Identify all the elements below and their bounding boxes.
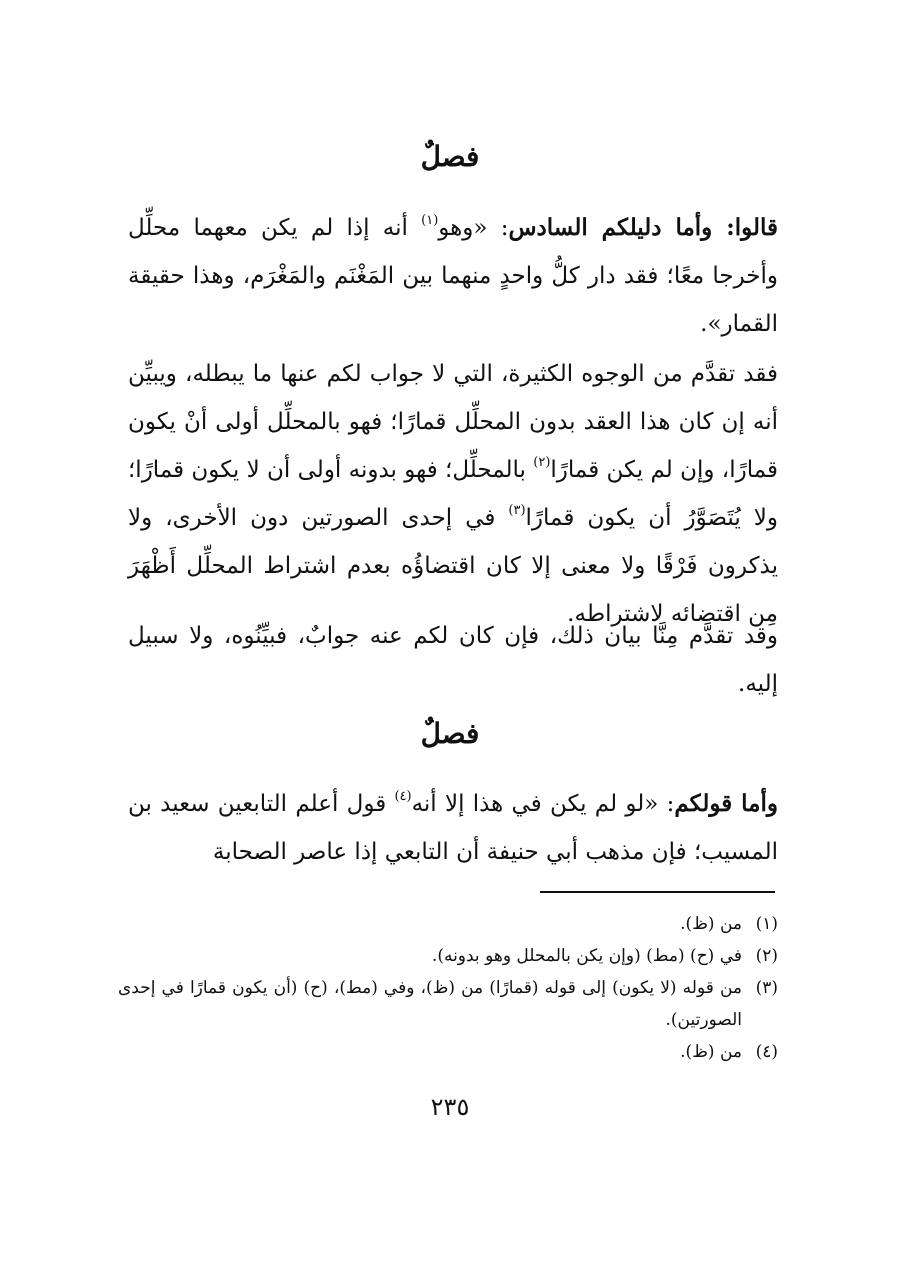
footnote-text: من قوله (لا يكون) إلى قوله (قمارًا) من (ظ)، وفي (مط)، (ح) (أن يكون قمارًا في إحدى الصورتين). bbox=[118, 978, 742, 1030]
footnote-ref-2[interactable]: (٢) bbox=[533, 455, 551, 471]
footnote-text: في (ح) (مط) (وإن يكن بالمحلل وهو بدونه). bbox=[431, 946, 742, 966]
footnote-separator bbox=[540, 891, 775, 893]
paragraph-2-text-c: في إحدى الصورتين دون الأخرى، ولا يذكرون فَرْقًا ولا معنى إلا كان اقتضاؤُه بعدم اشتراط المحلِّل أَظْهَرَ مِن اقتضائه لاشتراطه. bbox=[128, 505, 778, 627]
page-number: ٢٣٥ bbox=[430, 1093, 470, 1121]
paragraph-2-text-b: بالمحلِّل؛ فهو بدونه أولى أن لا يكون قمارًا؛ ولا يُتَصَوَّرُ أن يكون قمارًا bbox=[128, 457, 778, 531]
paragraph-1-text-b: أنه إذا لم يكن معهما محلِّل وأخرجا معًا؛ فقد دار كلُّ واحدٍ منهما بين المَغْنَم والمَغْرَم، وهذا حقيقة القمار». bbox=[128, 215, 778, 337]
footnote-number: (١) bbox=[755, 914, 778, 934]
footnote-ref-3[interactable]: (٣) bbox=[508, 503, 526, 519]
paragraph-4-lead: وأما قولكم bbox=[674, 790, 778, 817]
paragraph-4-text-a: : «لو لم يكن في هذا إلا أنه bbox=[411, 791, 675, 817]
paragraph-2-text-a: فقد تقدَّم من الوجوه الكثيرة، التي لا جواب لكم عنها ما يبطله، ويبيِّن أنه إن كان هذا العقد بدون المحلِّل قمارًا؛ فهو بالمحلِّل أولى أنْ يكون قمارًا، وإن لم يكن قمارًا bbox=[128, 361, 778, 483]
footnote-ref-4[interactable]: (٤) bbox=[394, 789, 412, 805]
footnote-ref-1[interactable]: (١) bbox=[421, 213, 439, 229]
footnote-text: من (ظ). bbox=[680, 1042, 742, 1062]
footnote-number: (٢) bbox=[755, 946, 778, 966]
footnote-number: (٤) bbox=[755, 1042, 778, 1062]
section-heading-2: فصلٌ bbox=[420, 717, 480, 750]
footnote-text: من (ظ). bbox=[680, 914, 742, 934]
footnotes bbox=[118, 908, 778, 1068]
footnote-item bbox=[118, 1036, 778, 1068]
footnote-item bbox=[118, 908, 778, 940]
footnote-number: (٣) bbox=[755, 978, 778, 998]
footnote-item bbox=[118, 940, 778, 972]
paragraph-4-text-b: قول أعلم التابعين سعيد بن المسيب؛ فإن مذهب أبي حنيفة أن التابعي إذا عاصر الصحابة bbox=[128, 791, 778, 865]
paragraph-1-lead: قالوا: وأما دليلكم السادس bbox=[508, 214, 778, 241]
paragraph-2 bbox=[128, 350, 778, 638]
paragraph-4 bbox=[128, 780, 778, 876]
paragraph-1 bbox=[128, 204, 778, 348]
footnote-item bbox=[118, 972, 778, 1036]
section-heading-1: فصلٌ bbox=[420, 140, 480, 173]
paragraph-1-text-a: : «وهو bbox=[438, 215, 509, 241]
paragraph-3: وقد تقدَّم مِنَّا بيان ذلك، فإن كان لكم عنه جوابٌ، فبيِّنُوه، ولا سبيل إليه. bbox=[128, 623, 778, 697]
